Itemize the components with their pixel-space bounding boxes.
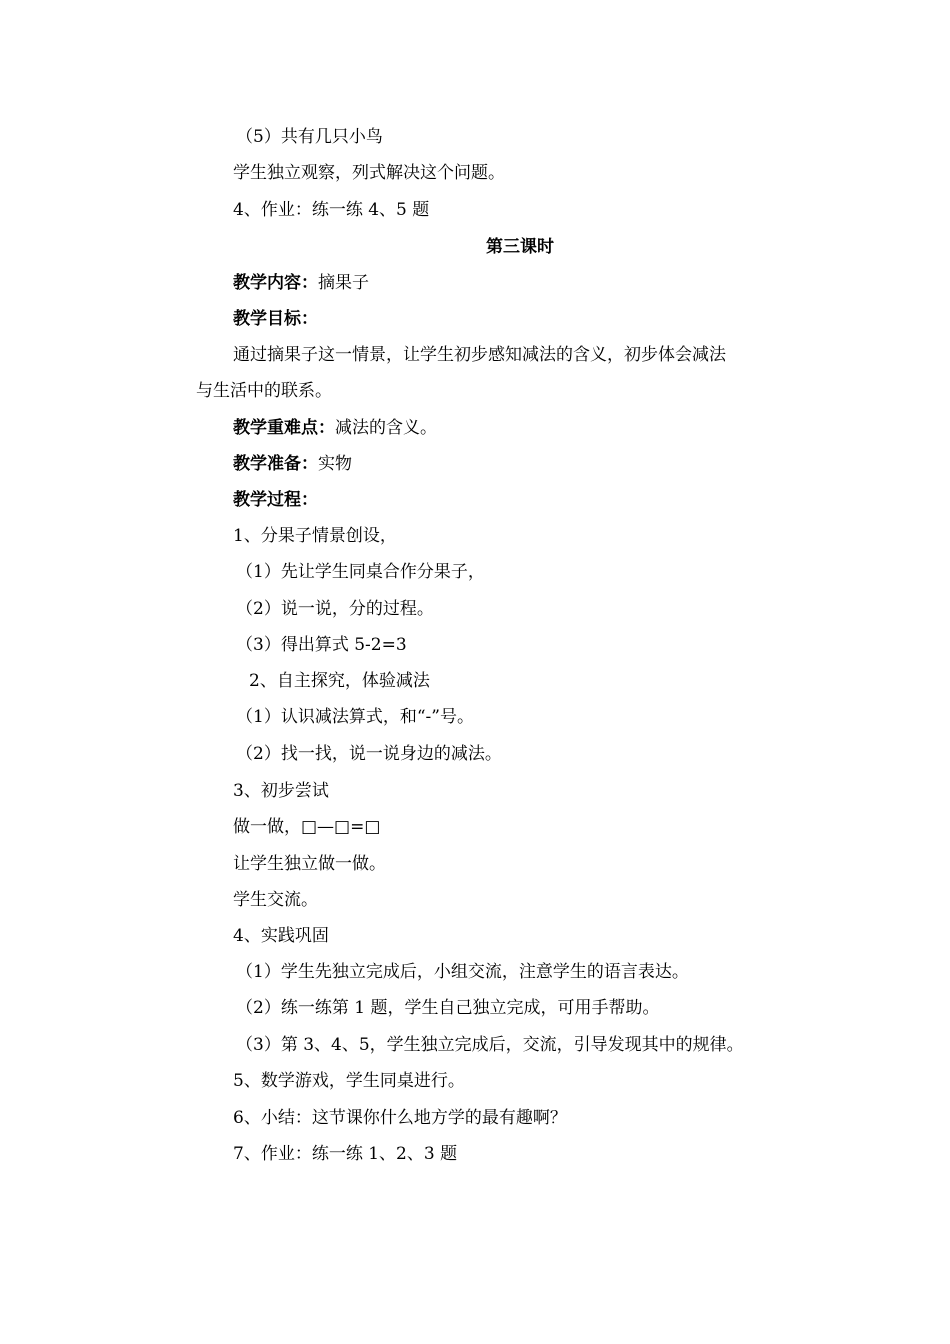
- text-line: （2）练一练第 1 题，学生自己独立完成，可用手帮助。: [236, 998, 660, 1018]
- text-line: 4、实践巩固: [233, 926, 329, 946]
- text-line: （1）认识减法算式，和“-”号。: [236, 707, 474, 727]
- text-line: （2）说一说，分的过程。: [236, 599, 434, 619]
- text-line: （3）第 3、4、5，学生独立完成后，交流，引导发现其中的规律。: [236, 1035, 744, 1055]
- text-line: 1、分果子情景创设，: [233, 526, 397, 546]
- text-line: （1）先让学生同桌合作分果子，: [236, 562, 485, 582]
- field-value: 减法的含义。: [335, 418, 437, 438]
- text-line: [233, 271, 369, 295]
- section-heading: 第三课时: [486, 237, 554, 257]
- text-line: 做一做，□—□=□: [233, 817, 381, 837]
- text-line: 2、自主探究，体验减法: [249, 671, 430, 691]
- text-line: （1）学生先独立完成后，小组交流，注意学生的语言表达。: [236, 962, 689, 982]
- text-line: 5、数学游戏，学生同桌进行。: [233, 1071, 465, 1091]
- text-line: 学生交流。: [233, 890, 318, 910]
- field-label: 教学准备：: [233, 454, 318, 474]
- text-line: 3、初步尝试: [233, 781, 329, 801]
- text-line: [233, 452, 352, 476]
- text-line: [233, 416, 437, 440]
- text-line: （2）找一找，说一说身边的减法。: [236, 744, 502, 764]
- field-label: 教学重难点：: [233, 418, 335, 438]
- field-label: 教学内容：: [233, 273, 318, 293]
- text-line: 通过摘果子这一情景，让学生初步感知减法的含义，初步体会减法: [233, 345, 726, 365]
- field-value: 摘果子: [318, 273, 369, 293]
- text-line: 与生活中的联系。: [196, 381, 332, 401]
- field-label: 教学目标：: [233, 309, 318, 329]
- field-value: 实物: [318, 454, 352, 474]
- text-line: （3）得出算式 5-2=3: [236, 635, 407, 655]
- text-line: 学生独立观察，列式解决这个问题。: [233, 163, 505, 183]
- text-line: 让学生独立做一做。: [233, 854, 386, 874]
- text-line: 4、作业：练一练 4、5 题: [233, 200, 430, 220]
- text-line: （5）共有几只小鸟: [236, 127, 383, 147]
- field-label: 教学过程：: [233, 490, 318, 510]
- text-line: 7、作业：练一练 1、2、3 题: [233, 1144, 458, 1164]
- text-line: 6、小结：这节课你什么地方学的最有趣啊？: [233, 1108, 567, 1128]
